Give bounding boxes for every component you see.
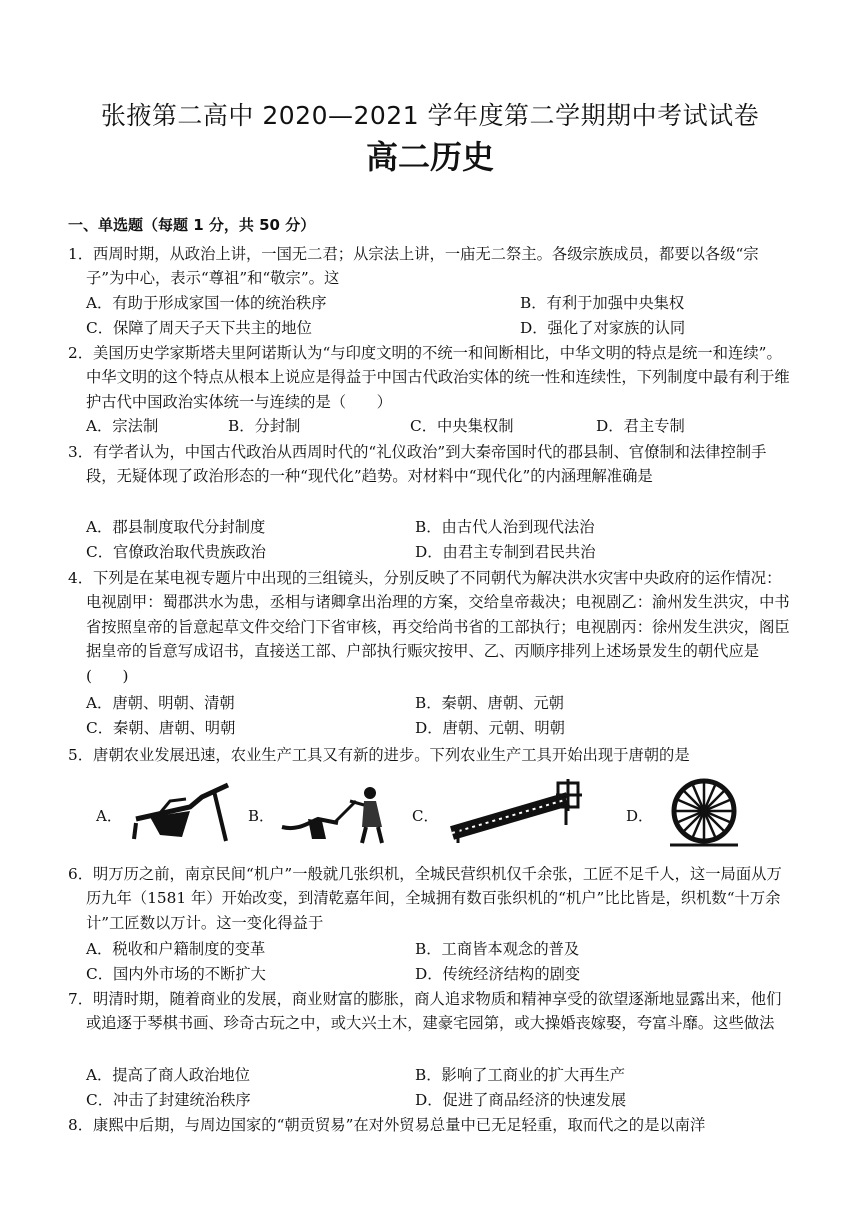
q7-option-a[interactable]: A．提高了商人政治地位	[86, 1066, 251, 1084]
q3-option-c[interactable]: C．官僚政治取代贵族政治	[86, 543, 266, 561]
q5-option-a[interactable]: A．	[96, 807, 122, 825]
section-heading: 一、单选题（每题 1 分，共 50 分）	[68, 216, 316, 234]
q7-option-d[interactable]: D．促进了商品经济的快速发展	[415, 1091, 627, 1109]
q5-image-row	[90, 775, 810, 849]
q1-option-d[interactable]: D．强化了对家族的认同	[520, 319, 686, 337]
q5-option-b[interactable]: B．	[248, 807, 275, 825]
question-3-stem: 3．有学者认为，中国古代政治从西周时代的“礼仪政治”到大秦帝国时代的郡县制、官僚制和法律控制手段，无疑体现了政治形态的一种“现代化”趋势。对材料中“现代化”的内涵理解准确是	[68, 443, 767, 486]
q2-option-b[interactable]: B．分封制	[228, 417, 301, 435]
q7-option-c[interactable]: C．冲击了封建统治秩序	[86, 1091, 251, 1109]
q4-option-d[interactable]: D．唐朝、元朝、明朝	[415, 719, 565, 737]
water-wheel-icon	[664, 775, 744, 849]
dragon-backbone-pump-icon	[448, 777, 588, 847]
q1-option-b[interactable]: B．有利于加强中央集权	[520, 294, 685, 312]
question-1-stem: 1．西周时期，从政治上讲，一国无二君；从宗法上讲，一庙无二祭主。各级宗族成员，都要以各级“宗子”为中心，表示“尊祖”和“敬宗”。这	[68, 245, 759, 288]
question-7-stem: 7．明清时期，随着商业的发展，商业财富的膨胀，商人追求物质和精神享受的欲望逐渐地显露出来，他们或追逐于琴棋书画、珍奇古玩之中，或大兴土木，建豪宅园第，或大操婚丧嫁娶，夸富斗靡。这些做法	[68, 990, 782, 1033]
question-6-stem: 6．明万历之前，南京民间“机户”一般就几张织机，全城民营织机仅千余张，工匠不足千人，这一局面从万历九年（1581 年）开始改变，到清乾嘉年间，全城拥有数百张织机的“机户”比比皆是，织机数“十万余计”工匠数以万计。这一变化得益于	[68, 865, 782, 932]
q4-option-a[interactable]: A．唐朝、明朝、清朝	[86, 694, 235, 712]
question-8-stem: 8．康熙中后期，与周边国家的“朝贡贸易”在对外贸易总量中已无足轻重，取而代之的是以南洋	[68, 1116, 706, 1134]
question-4-stem: 4．下列是在某电视专题片中出现的三组镜头，分别反映了不同朝代为解决洪水灾害中央政府的运作情况：电视剧甲：蜀郡洪水为患，丞相与诸卿拿出治理的方案，交给皇帝裁决；电视剧乙：渝州发生洪灾，中书省按照皇帝的旨意起草文件交给门下省审核，再交给尚书省的工部执行；电视剧丙：徐州发生洪灾，阁臣据皇帝的旨意写成诏书，直接送工部、户部执行赈灾按甲、乙、丙顺序排列上述场景发生的朝代应是 ( )	[68, 569, 790, 685]
q6-option-c[interactable]: C．国内外市场的不断扩大	[86, 965, 266, 983]
ox-plough-worker-icon	[278, 779, 398, 847]
subject-title: 高二历史	[365, 138, 494, 176]
q3-option-a[interactable]: A．郡县制度取代分封制度	[86, 518, 266, 536]
q7-option-b[interactable]: B．影响了工商业的扩大再生产	[415, 1066, 626, 1084]
q4-option-b[interactable]: B．秦朝、唐朝、元朝	[415, 694, 564, 712]
q5-option-c[interactable]: C．	[412, 807, 439, 825]
question-5-stem: 5．唐朝农业发展迅速，农业生产工具又有新的进步。下列农业生产工具开始出现于唐朝的是	[68, 746, 690, 764]
q6-option-d[interactable]: D．传统经济结构的剧变	[415, 965, 581, 983]
q2-option-d[interactable]: D．君主专制	[596, 417, 685, 435]
q6-option-a[interactable]: A．税收和户籍制度的变革	[86, 940, 266, 958]
q3-option-d[interactable]: D．由君主专制到君民共治	[415, 543, 596, 561]
q5-option-d[interactable]: D．	[626, 807, 654, 825]
q4-option-c[interactable]: C．秦朝、唐朝、明朝	[86, 719, 236, 737]
q1-option-c[interactable]: C．保障了周天子天下共主的地位	[86, 319, 312, 337]
question-2-stem: 2．美国历史学家斯塔夫里阿诺斯认为“与印度文明的不统一和间断相比，中华文明的特点是统一和连续”。中华文明的这个特点从根本上说应是得益于中国古代政治实体的统一性和连续性，下列制度中最有利于维护古代中国政治实体统一与连续的是（ ）	[68, 344, 790, 411]
plough-icon	[130, 777, 240, 847]
q6-option-b[interactable]: B．工商皆本观念的普及	[415, 940, 580, 958]
q2-option-a[interactable]: A．宗法制	[86, 417, 159, 435]
q2-option-c[interactable]: C．中央集权制	[410, 417, 514, 435]
q3-option-b[interactable]: B．由古代人治到现代法治	[415, 518, 595, 536]
exam-title: 张掖第二高中 2020—2021 学年度第二学期期中考试试卷	[100, 101, 760, 130]
q1-option-a[interactable]: A．有助于形成家国一体的统治秩序	[86, 294, 327, 312]
